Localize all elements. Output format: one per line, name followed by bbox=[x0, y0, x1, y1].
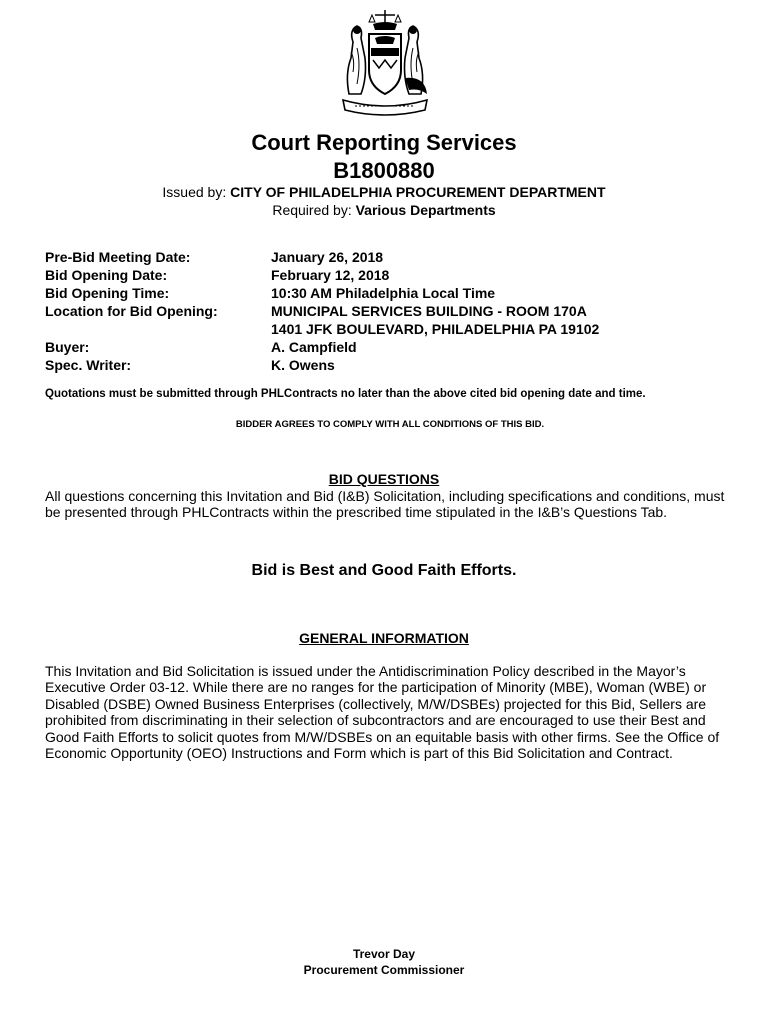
detail-row bbox=[45, 284, 745, 302]
detail-row bbox=[45, 266, 745, 284]
detail-row bbox=[45, 320, 745, 338]
bid-questions-text: All questions concerning this Invitation and Bid (I&B) Solicitation, including specifications and conditions, must be presented through PHLContracts within the prescribed time stipulated in the I&B’s Questions Tab. bbox=[45, 488, 725, 521]
signatory-title: Procurement Commissioner bbox=[303, 963, 465, 977]
detail-label: Bid Opening Date: bbox=[45, 267, 168, 283]
required-by-line bbox=[0, 201, 768, 219]
detail-label bbox=[45, 320, 271, 338]
detail-value: 10:30 AM Philadelphia Local Time bbox=[271, 285, 496, 301]
quotations-note: Quotations must be submitted through PHLContracts no later than the above cited bid opening date and time. bbox=[45, 388, 646, 400]
detail-value: A. Campfield bbox=[271, 339, 357, 355]
detail-row bbox=[45, 356, 745, 374]
bid-details bbox=[45, 248, 745, 374]
city-seal-icon bbox=[335, 8, 435, 120]
issued-by-line bbox=[0, 183, 768, 201]
detail-value: January 26, 2018 bbox=[271, 249, 384, 265]
document-title: Court Reporting Services bbox=[251, 130, 517, 155]
detail-label: Pre-Bid Meeting Date: bbox=[45, 249, 191, 265]
bid-questions-heading: BID QUESTIONS bbox=[328, 471, 440, 487]
detail-row bbox=[45, 302, 745, 320]
best-efforts-statement: Bid is Best and Good Faith Efforts. bbox=[251, 562, 517, 579]
detail-label: Spec. Writer: bbox=[45, 357, 132, 373]
required-by-label: Required by: bbox=[272, 202, 352, 218]
bidder-agrees-note: BIDDER AGREES TO COMPLY WITH ALL CONDITIONS OF THIS BID. bbox=[235, 419, 545, 430]
general-information-heading: GENERAL INFORMATION bbox=[299, 630, 469, 646]
detail-value: 1401 JFK BOULEVARD, PHILADELPHIA PA 19102 bbox=[271, 321, 600, 337]
detail-label: Buyer: bbox=[45, 339, 90, 355]
detail-label: Location for Bid Opening: bbox=[45, 303, 218, 319]
required-by-value: Various Departments bbox=[355, 202, 496, 218]
signatory-name: Trevor Day bbox=[352, 947, 416, 961]
issued-by-label: Issued by: bbox=[162, 184, 227, 200]
detail-value: February 12, 2018 bbox=[271, 267, 390, 283]
detail-row bbox=[45, 248, 745, 266]
detail-row bbox=[45, 338, 745, 356]
bid-number: B1800880 bbox=[333, 158, 435, 183]
detail-value: K. Owens bbox=[271, 357, 335, 373]
detail-label: Bid Opening Time: bbox=[45, 285, 170, 301]
general-information-text: This Invitation and Bid Solicitation is issued under the Antidiscrimination Policy described in the Mayor’s Executive Order 03-12. While there are no ranges for the participation of Minority (MBE), Woman (WBE) or Disabled (DSBE) Owned Business Enterprises (collectively, M/W/DSBEs) projected for this Bid, Sellers are prohibited from discriminating in their selection of subcontractors and are encouraged to use their Best and Good Faith Efforts to solicit quotes from M/W/DSBEs on an equitable basis with other firms. See the Office of Economic Opportunity (OEO) Instructions and Form which is part of this Bid Solicitation and Contract. bbox=[45, 663, 720, 762]
detail-value: MUNICIPAL SERVICES BUILDING - ROOM 170A bbox=[271, 303, 587, 319]
issued-by-value: CITY OF PHILADELPHIA PROCUREMENT DEPARTMENT bbox=[230, 184, 606, 200]
